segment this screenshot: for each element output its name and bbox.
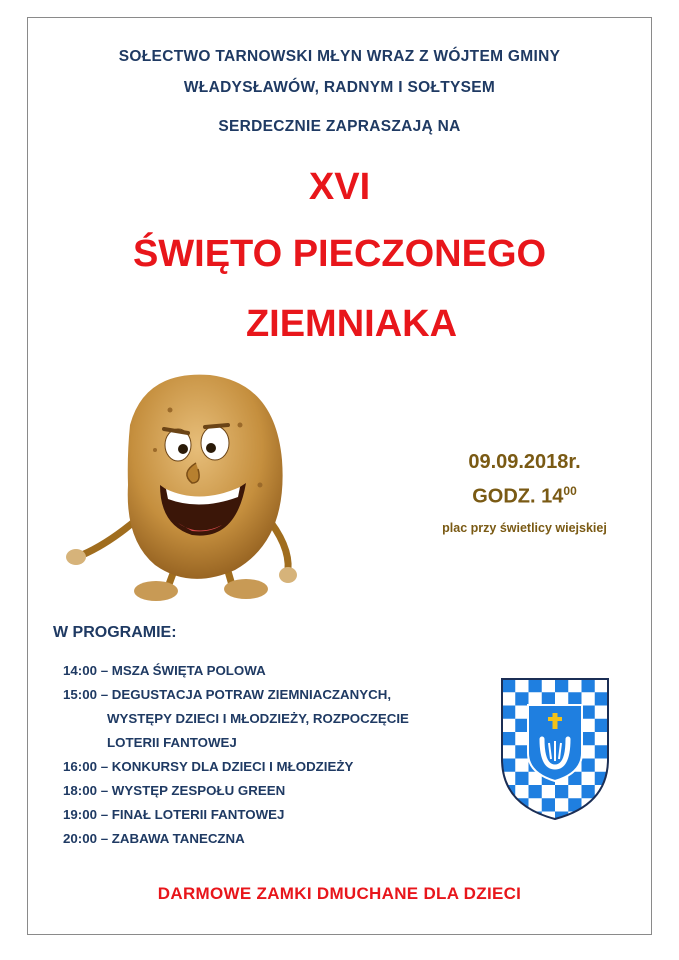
- event-date: 09.09.2018r.: [468, 451, 581, 473]
- title-line-2: ZIEMNIAKA: [245, 303, 458, 345]
- program-item: 15:00 – DEGUSTACJA POTRAW ZIEMNIACZANYCH,: [63, 687, 392, 702]
- program-item: 14:00 – MSZA ŚWIĘTA POLOWA: [63, 663, 266, 678]
- program-title: W PROGRAMIE:: [53, 624, 177, 641]
- program-item-continuation: LOTERII FANTOWEJ: [107, 735, 237, 750]
- program-item: 19:00 – FINAŁ LOTERII FANTOWEJ: [63, 807, 285, 822]
- crest-coat-of-arms-image: [498, 675, 612, 823]
- event-time: GODZ. $14^{00}$: [472, 484, 577, 508]
- header-line-2: WŁADYSŁAWÓW, RADNYM I SOŁTYSEM: [183, 79, 496, 96]
- program-item-continuation: WYSTĘPY DZIECI I MŁODZIEŻY, ROZPOCZĘCIE: [107, 711, 409, 726]
- title-edition: XVI: [308, 166, 371, 208]
- program-item: 16:00 – KONKURSY DLA DZIECI I MŁODZIEŻY: [63, 759, 354, 774]
- event-time-minutes: 00: [563, 484, 577, 498]
- title-line-1: ŚWIĘTO PIECZONEGO: [132, 233, 547, 275]
- event-place: plac przy świetlicy wiejskiej: [442, 521, 607, 535]
- program-item: 18:00 – WYSTĘP ZESPOŁU GREEN: [63, 783, 286, 798]
- footer-banner: DARMOWE ZAMKI DMUCHANE DLA DZIECI: [157, 884, 522, 903]
- program-list: [63, 659, 409, 851]
- program-item: 20:00 – ZABAWA TANECZNA: [63, 831, 245, 846]
- header-line-1: SOŁECTWO TARNOWSKI MŁYN WRAZ Z WÓJTEM GMINY: [118, 48, 561, 65]
- header-line-3: SERDECZNIE ZAPRASZAJĄ NA: [218, 118, 461, 135]
